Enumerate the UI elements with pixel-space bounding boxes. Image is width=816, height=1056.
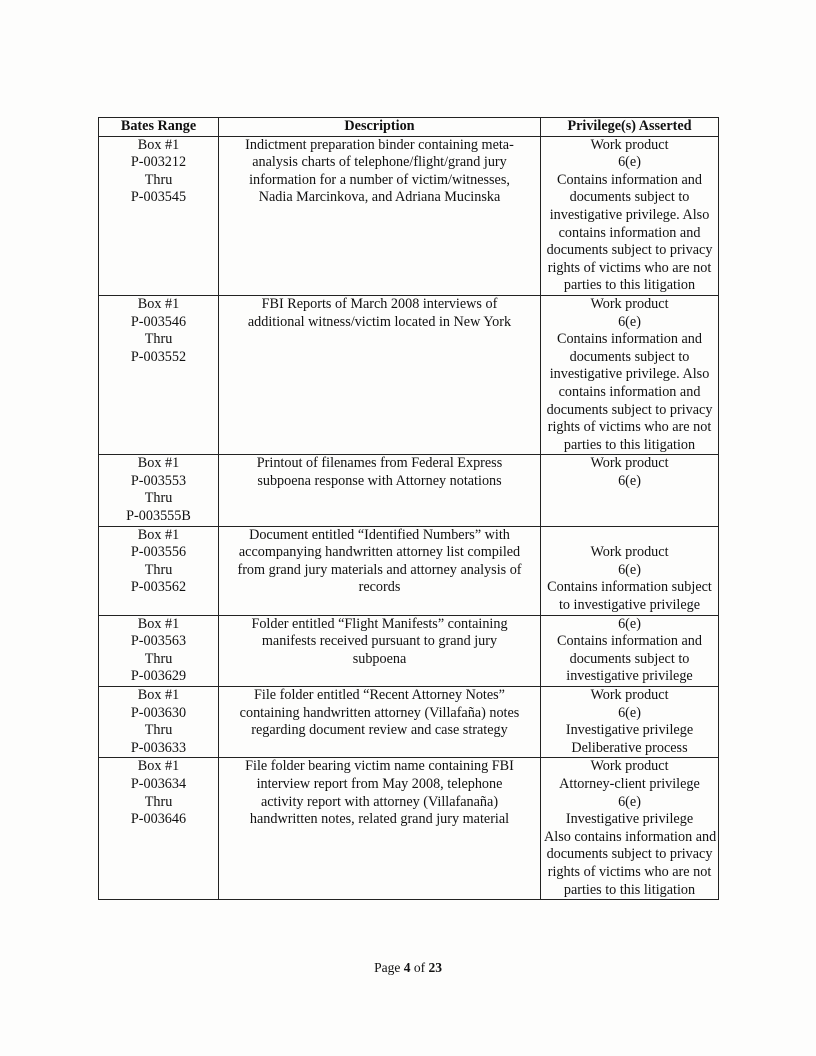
bates-range-line: P-003553 bbox=[130, 472, 187, 489]
bates-range-line: P-003633 bbox=[130, 739, 187, 756]
description-line: Document entitled “Identified Numbers” with bbox=[249, 526, 510, 543]
privilege-line: documents subject to bbox=[569, 650, 690, 667]
privilege-line: Investigative privilege bbox=[565, 722, 694, 739]
description-line: interview report from May 2008, telephone bbox=[256, 775, 503, 792]
privilege-line: Work product bbox=[590, 455, 669, 472]
bates-range-line: P-003212 bbox=[130, 154, 187, 171]
bates-range-cell bbox=[99, 295, 219, 454]
table-row bbox=[99, 526, 719, 615]
description-cell bbox=[219, 687, 541, 758]
privilege-line: parties to this litigation bbox=[563, 277, 696, 294]
privilege-line bbox=[544, 527, 715, 545]
privilege-line: Work product bbox=[590, 544, 669, 561]
privilege-line: contains information and bbox=[558, 383, 701, 400]
privilege-line: investigative privilege. Also bbox=[549, 366, 710, 383]
description-line: activity report with attorney (Villafanaña) bbox=[260, 793, 499, 810]
privilege-line: 6(e) bbox=[618, 704, 641, 721]
privilege-line: investigative privilege bbox=[566, 668, 693, 685]
privilege-line: Investigative privilege bbox=[565, 811, 694, 828]
bates-range-line: P-003555B bbox=[126, 508, 191, 525]
privilege-line: rights of victims who are not bbox=[547, 259, 712, 276]
page-of-label: of bbox=[410, 960, 429, 975]
bates-range-line: P-003630 bbox=[130, 704, 187, 721]
description-cell bbox=[219, 295, 541, 454]
privilege-line: Attorney-client privilege bbox=[559, 775, 700, 792]
header-description: Description bbox=[219, 118, 541, 137]
description-line: FBI Reports of March 2008 interviews of bbox=[261, 295, 498, 312]
privilege-line: documents subject to privacy bbox=[546, 846, 713, 863]
privilege-line: Work product bbox=[590, 136, 669, 153]
privilege-line: Contains information subject bbox=[547, 579, 712, 596]
bates-range-line: Thru bbox=[144, 561, 173, 578]
bates-range-cell bbox=[99, 615, 219, 686]
description-line: containing handwritten attorney (Villafaña) notes bbox=[239, 704, 520, 721]
description-line: regarding document review and case strategy bbox=[251, 722, 508, 739]
bates-range-line: P-003546 bbox=[130, 313, 187, 330]
bates-range-line: Thru bbox=[144, 490, 173, 507]
description-line: Nadia Marcinkova, and Adriana Mucinska bbox=[258, 189, 501, 206]
privilege-line: documents subject to bbox=[569, 348, 690, 365]
table-row bbox=[99, 295, 719, 454]
privilege-line: parties to this litigation bbox=[563, 436, 696, 453]
description-cell bbox=[219, 526, 541, 615]
description-line: Indictment preparation binder containing meta- bbox=[245, 136, 514, 153]
bates-range-line: Box #1 bbox=[137, 295, 180, 312]
privilege-line: parties to this litigation bbox=[563, 881, 696, 898]
bates-range-line: P-003629 bbox=[130, 668, 187, 685]
bates-range-line: Thru bbox=[144, 331, 173, 348]
privilege-cell bbox=[541, 295, 719, 454]
privilege-cell bbox=[541, 758, 719, 900]
description-line: information for a number of victim/witnesses, bbox=[249, 171, 510, 188]
table-row bbox=[99, 455, 719, 526]
table-row bbox=[99, 136, 719, 295]
privilege-line: 6(e) bbox=[618, 615, 641, 632]
table-row bbox=[99, 758, 719, 900]
bates-range-line: Box #1 bbox=[137, 136, 180, 153]
description-line: subpoena response with Attorney notations bbox=[257, 472, 502, 489]
description-line: subpoena bbox=[352, 650, 407, 667]
bates-range-line: Box #1 bbox=[137, 455, 180, 472]
bates-range-line: Thru bbox=[144, 171, 173, 188]
description-line: analysis charts of telephone/flight/grand jury bbox=[252, 154, 507, 171]
privilege-line: Contains information and bbox=[556, 171, 702, 188]
privilege-line: Also contains information and bbox=[544, 828, 717, 845]
bates-range-line: Thru bbox=[144, 793, 173, 810]
description-cell bbox=[219, 136, 541, 295]
privilege-line: 6(e) bbox=[618, 154, 641, 171]
privilege-line: 6(e) bbox=[618, 313, 641, 330]
privilege-cell bbox=[541, 455, 719, 526]
description-line: Folder entitled “Flight Manifests” containing bbox=[251, 615, 508, 632]
page-footer bbox=[0, 960, 816, 976]
privilege-line: Work product bbox=[590, 295, 669, 312]
bates-range-cell bbox=[99, 455, 219, 526]
total-page-count: 23 bbox=[428, 960, 442, 975]
description-cell bbox=[219, 758, 541, 900]
privilege-line: 6(e) bbox=[618, 561, 641, 578]
privilege-line: documents subject to bbox=[569, 189, 690, 206]
description-line: File folder bearing victim name containing FBI bbox=[245, 758, 514, 775]
description-line: Printout of filenames from Federal Express bbox=[256, 455, 503, 472]
description-line: manifests received pursuant to grand jury bbox=[261, 633, 498, 650]
description-line: from grand jury materials and attorney analysis of bbox=[237, 561, 522, 578]
description-cell bbox=[219, 455, 541, 526]
privilege-cell bbox=[541, 526, 719, 615]
privilege-cell bbox=[541, 687, 719, 758]
privilege-log-table bbox=[98, 117, 719, 900]
description-line: additional witness/victim located in New York bbox=[247, 313, 512, 330]
privilege-line: Work product bbox=[590, 687, 669, 703]
privilege-line: Work product bbox=[590, 758, 669, 775]
privilege-line: rights of victims who are not bbox=[547, 863, 712, 880]
privilege-line: 6(e) bbox=[618, 793, 641, 810]
privilege-line: 6(e) bbox=[618, 472, 641, 489]
table-body bbox=[99, 136, 719, 900]
bates-range-line: P-003556 bbox=[130, 544, 187, 561]
bates-range-line: Box #1 bbox=[137, 758, 180, 775]
privilege-line: Contains information and bbox=[556, 331, 702, 348]
header-bates-range: Bates Range bbox=[99, 118, 219, 137]
table-row bbox=[99, 687, 719, 758]
privilege-cell bbox=[541, 136, 719, 295]
bates-range-cell bbox=[99, 758, 219, 900]
bates-range-cell bbox=[99, 136, 219, 295]
privilege-line: documents subject to privacy bbox=[546, 242, 713, 259]
bates-range-line: Thru bbox=[144, 650, 173, 667]
description-cell bbox=[219, 615, 541, 686]
bates-range-line: P-003563 bbox=[130, 633, 187, 650]
description-line: File folder entitled “Recent Attorney Notes” bbox=[254, 687, 505, 703]
bates-range-line: P-003562 bbox=[130, 579, 187, 596]
privilege-line: contains information and bbox=[558, 224, 701, 241]
privilege-line: Deliberative process bbox=[571, 739, 688, 756]
bates-range-line: P-003552 bbox=[130, 348, 187, 365]
table-row bbox=[99, 615, 719, 686]
bates-range-line: P-003634 bbox=[130, 775, 187, 792]
privilege-line: rights of victims who are not bbox=[547, 419, 712, 436]
bates-range-line: Thru bbox=[144, 722, 173, 739]
description-line: handwritten notes, related grand jury material bbox=[249, 811, 510, 828]
bates-range-cell bbox=[99, 526, 219, 615]
description-line: accompanying handwritten attorney list compiled bbox=[238, 544, 521, 561]
privilege-line: documents subject to privacy bbox=[546, 401, 713, 418]
bates-range-line: P-003646 bbox=[130, 811, 187, 828]
bates-range-line: Box #1 bbox=[137, 526, 180, 543]
header-privileges-asserted: Privilege(s) Asserted bbox=[541, 118, 719, 137]
description-line: records bbox=[358, 579, 401, 596]
privilege-line: investigative privilege. Also bbox=[549, 206, 710, 223]
privilege-cell bbox=[541, 615, 719, 686]
bates-range-line: Box #1 bbox=[137, 615, 180, 632]
bates-range-cell bbox=[99, 687, 219, 758]
bates-range-line: P-003545 bbox=[130, 189, 187, 206]
table-header-row bbox=[99, 118, 719, 137]
page-label: Page bbox=[374, 960, 404, 975]
privilege-line: to investigative privilege bbox=[558, 597, 701, 614]
current-page-number: 4 bbox=[403, 960, 411, 975]
bates-range-line: Box #1 bbox=[137, 687, 180, 703]
privilege-line: Contains information and bbox=[556, 633, 702, 650]
